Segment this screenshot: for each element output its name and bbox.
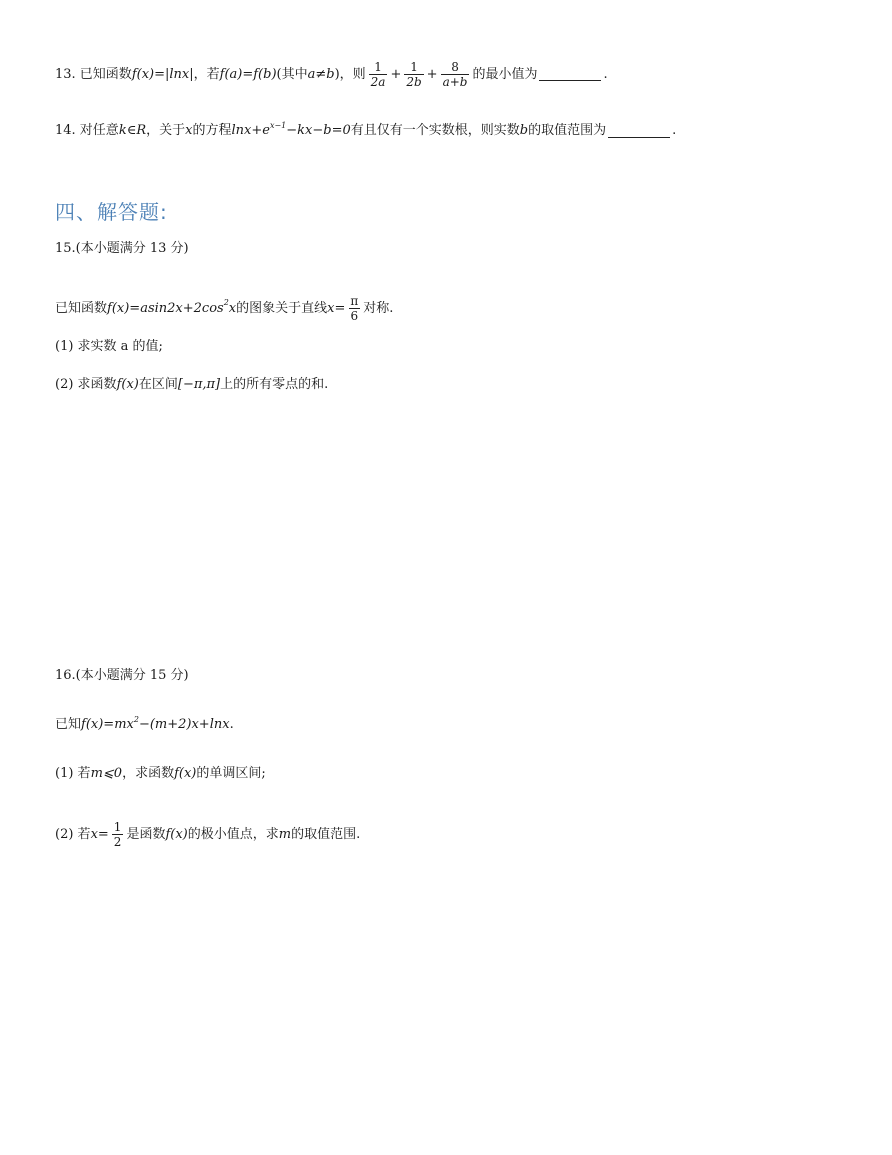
frac-denominator: 2	[113, 835, 122, 849]
q15-function	[107, 300, 236, 318]
frac-numerator: 1	[410, 60, 418, 74]
q14-text-3: 有且仅有一个实数根，则实数	[350, 123, 520, 138]
q14-text-2: 的方程	[192, 123, 232, 138]
q13-function: f(x)=|lnx|	[131, 66, 194, 82]
q14-tail: 的取值范围为	[528, 123, 607, 138]
q14-text-1: ，关于	[146, 123, 186, 138]
q16-p2-mid2: 的极小值点，求	[187, 826, 279, 842]
q15-p2-lead: (2) 求函数	[55, 377, 117, 392]
q15-stem-mid: 的图象关于直线	[236, 300, 328, 316]
func-part-b: x	[228, 300, 237, 316]
q15-stem-lead: 已知函数	[55, 300, 108, 316]
q16-p2-function: f(x)	[165, 826, 188, 842]
q16-p1-lead: (1) 若	[55, 766, 91, 781]
q15-p2-mid: 在区间	[138, 377, 178, 392]
frac-numerator: π	[350, 294, 359, 308]
q15-line-eq: x=	[327, 300, 346, 316]
plus-sign: +	[426, 66, 438, 82]
q13-text-3: )，则	[334, 66, 366, 82]
func-part-a: f(x)=mx	[81, 717, 134, 732]
q16-part-1	[55, 765, 266, 783]
q16-p1-condition: m⩽0	[90, 766, 123, 781]
func-part-b: −(m+2)x+lnx	[138, 717, 230, 732]
section-heading: 四、解答题:	[55, 200, 168, 224]
frac-denominator: 2a	[370, 75, 386, 89]
q13-neq: a≠b	[307, 66, 335, 82]
q15-p2-interval: [−π,π]	[177, 377, 221, 392]
q16-stem-lead: 已知	[55, 717, 82, 732]
q15-stem	[55, 294, 393, 323]
q16-p2-end: 的取值范围.	[291, 826, 361, 842]
q13-end: .	[603, 66, 608, 82]
answer-blank[interactable]	[608, 125, 670, 138]
q14-b: b	[519, 123, 529, 138]
q15-p2-end: 上的所有零点的和.	[220, 377, 329, 392]
question-14	[55, 122, 676, 140]
frac-denominator: a+b	[442, 75, 468, 89]
q16-p1-mid: ，求函数	[122, 766, 175, 781]
q13-fraction-3	[441, 60, 470, 89]
q15-part-1: (1) 求实数 a 的值;	[55, 339, 163, 354]
q16-p1-function: f(x)	[174, 766, 197, 781]
q14-x: x	[185, 123, 193, 138]
q13-text-2: (其中	[276, 66, 308, 82]
q16-header: 16.(本小题满分 15 分)	[55, 668, 189, 683]
q13-lead: 13. 已知函数	[55, 66, 132, 82]
q14-lead: 14. 对任意	[55, 123, 119, 138]
q16-p2-m: m	[278, 826, 292, 842]
q16-p2-lead: (2) 若	[55, 826, 91, 842]
q16-function	[81, 716, 230, 734]
q16-p2-mid: 是函数	[126, 826, 166, 842]
plus-sign: +	[390, 66, 402, 82]
q13-fraction-2	[404, 60, 423, 89]
frac-numerator: 8	[451, 60, 459, 74]
q16-p1-end: 的单调区间;	[196, 766, 266, 781]
q15-p2-function: f(x)	[116, 377, 139, 392]
q13-tail: 的最小值为	[472, 66, 538, 82]
q16-part-2	[55, 820, 360, 849]
func-exponent: 2	[223, 298, 229, 308]
func-exponent: 2	[133, 714, 139, 724]
eq-part-b: −kx−b=0	[286, 123, 351, 138]
question-13	[55, 60, 608, 89]
q13-condition: f(a)=f(b)	[219, 66, 277, 82]
q15-stem-end: 对称.	[363, 300, 394, 316]
answer-blank[interactable]	[539, 68, 601, 81]
q14-end: .	[672, 123, 677, 138]
frac-numerator: 1	[374, 60, 382, 74]
q16-stem	[55, 716, 234, 734]
eq-part-a: lnx+e	[231, 123, 270, 138]
q15-header: 15.(本小题满分 13 分)	[55, 241, 189, 256]
q16-p2-eq: x=	[90, 826, 109, 842]
one-half-fraction	[112, 820, 124, 849]
q13-fraction-1	[369, 60, 388, 89]
eq-exponent: x−1	[269, 120, 287, 130]
pi-over-six-fraction	[348, 294, 360, 323]
q13-text-1: ，若	[193, 66, 220, 82]
q15-part-2	[55, 376, 328, 394]
q14-k-in-r: k∈R	[118, 123, 147, 138]
frac-denominator: 6	[350, 309, 359, 323]
q14-equation	[231, 122, 350, 140]
frac-numerator: 1	[113, 820, 122, 834]
q16-stem-end: .	[229, 717, 234, 732]
func-part-a: f(x)=asin2x+2cos	[107, 300, 224, 316]
frac-denominator: 2b	[406, 75, 422, 89]
